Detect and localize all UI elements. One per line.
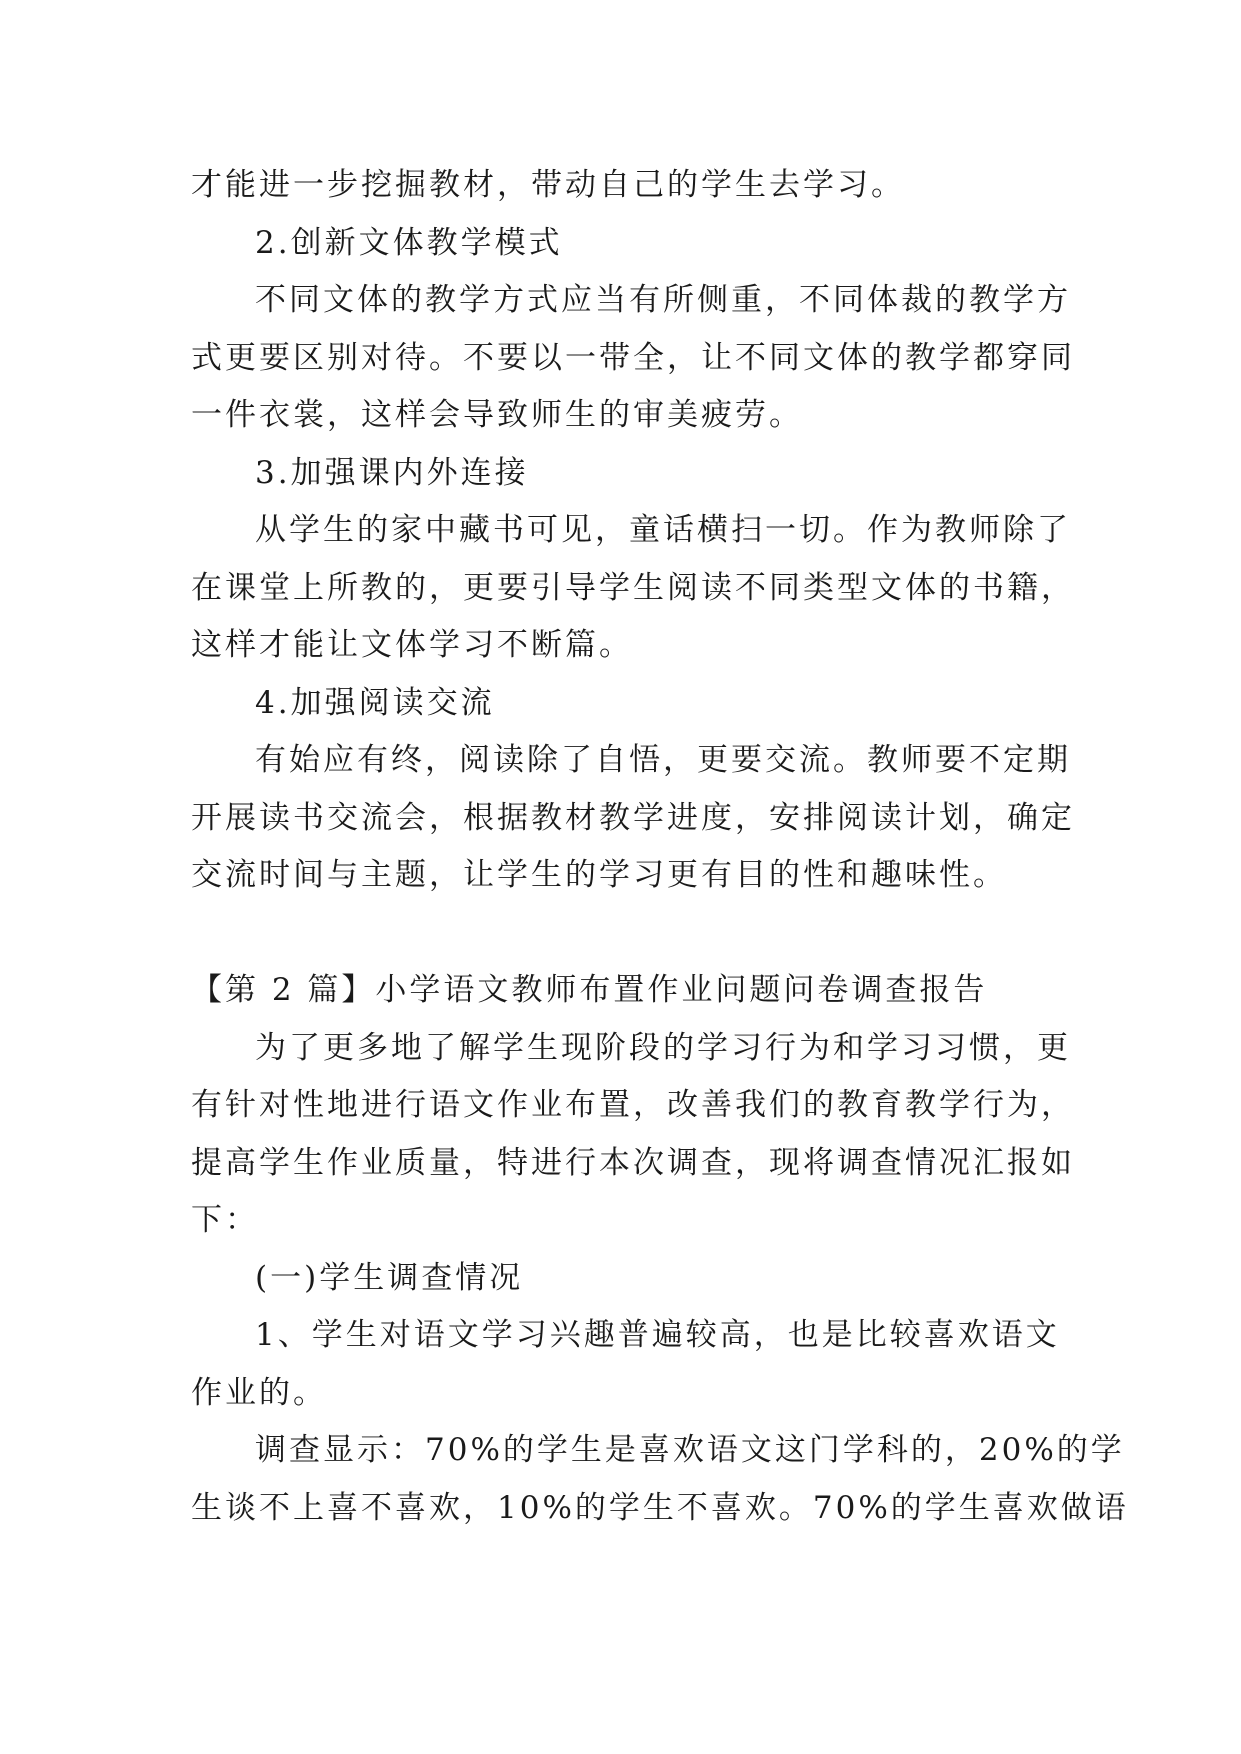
text-line: 2.创新文体教学模式: [255, 224, 563, 261]
text-line: 4.加强阅读交流: [255, 684, 495, 721]
text-line: 1、学生对语文学习兴趣普遍较高，也是比较喜欢语文: [255, 1317, 1060, 1353]
text-line: 调查显示：70%的学生是喜欢语文这门学科的，20%的学: [255, 1432, 1125, 1468]
text-line: 不同文体的教学方式应当有所侧重，不同体裁的教学方: [255, 282, 1071, 318]
text-line: 从学生的家中藏书可见，童话横扫一切。作为教师除了: [255, 512, 1071, 548]
text-line: 交流时间与主题，让学生的学习更有目的性和趣味性。: [191, 857, 1007, 893]
text-line: 提高学生作业质量，特进行本次调查，现将调查情况汇报如: [191, 1144, 1075, 1181]
text-line: 才能进一步挖掘教材，带动自己的学生去学习。: [191, 167, 905, 203]
text-line: 一件衣裳，这样会导致师生的审美疲劳。: [191, 397, 803, 433]
text-line: 【第 2 篇】小学语文教师布置作业问题问卷调查报告: [191, 972, 988, 1008]
text-line: 作业的。: [191, 1374, 327, 1411]
text-line: 为了更多地了解学生现阶段的学习行为和学习习惯，更: [255, 1029, 1071, 1066]
text-line: 这样才能让文体学习不断篇。: [191, 627, 633, 663]
text-line: 式更要区别对待。不要以一带全，让不同文体的教学都穿同: [191, 339, 1075, 376]
text-line: 有始应有终，阅读除了自悟，更要交流。教师要不定期: [255, 742, 1071, 778]
text-line: 3.加强课内外连接: [255, 454, 529, 491]
paragraph-gap: [191, 905, 1071, 963]
text-line: 有针对性地进行语文作业布置，改善我们的教育教学行为，: [191, 1087, 1075, 1123]
text-line: 在课堂上所教的，更要引导学生阅读不同类型文体的书籍，: [191, 569, 1075, 606]
text-line: (一)学生调查情况: [255, 1259, 524, 1296]
document-body: [191, 157, 1129, 1537]
text-line: 生谈不上喜不喜欢，10%的学生不喜欢。70%的学生喜欢做语: [191, 1489, 1129, 1526]
text-line: 下：: [191, 1202, 259, 1238]
text-line: 开展读书交流会，根据教材教学进度，安排阅读计划，确定: [191, 799, 1075, 836]
